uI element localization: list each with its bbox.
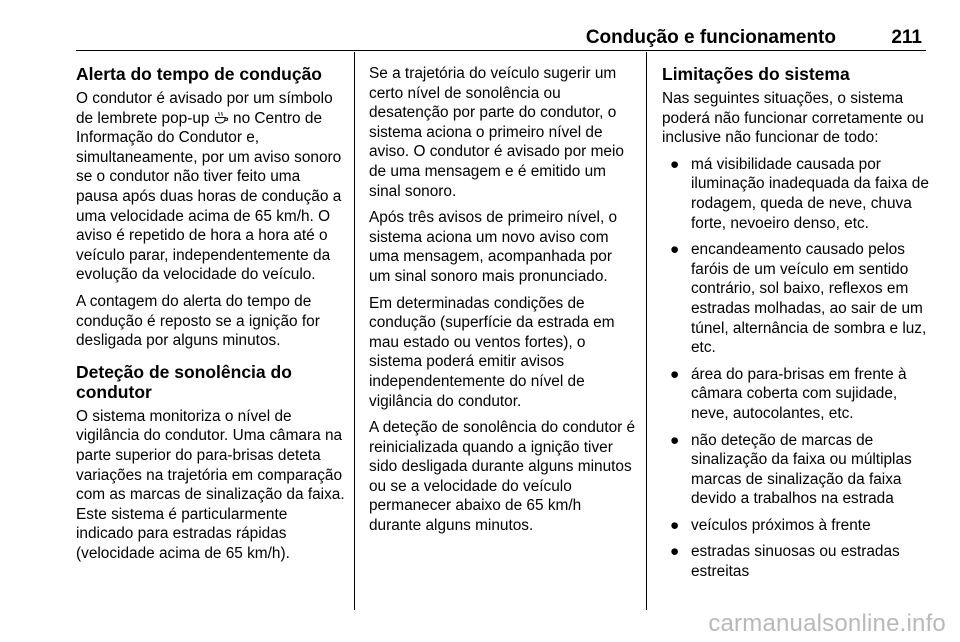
list-item-text: veículos próximos à frente	[691, 516, 871, 534]
paragraph-limitations-intro: Nas seguintes situações, o sistema poderá não funcionar corretamente ou inclusive não funcionar de todo:	[662, 90, 924, 147]
coffee-cup-icon	[214, 111, 229, 124]
paragraph-reset-conditions: A deteção de sonolência do condutor é reinicializada quando a ignição tiver sido desligada durante alguns minutos ou se a velocidade do veículo permanecer abaixo de 65 km/h durante alguns minutos.	[369, 419, 636, 535]
column-1	[76, 64, 346, 570]
list-item-text: encandeamento causado pelos faróis de um veículo em sentido contrário, sol baixo, reflexos em estradas molhadas, ao sair de um túnel, alternância de sombra e luz, etc.	[691, 241, 927, 357]
list-item	[662, 365, 930, 424]
list-item	[662, 240, 930, 358]
heading-system-limitations: Limitações do sistema	[662, 64, 850, 84]
column-3	[662, 64, 930, 589]
bullet-icon: ●	[670, 516, 680, 534]
column-2	[369, 64, 637, 543]
heading-driving-time-alert: Alerta do tempo de condução	[76, 64, 322, 84]
bullet-icon: ●	[670, 155, 680, 173]
column-divider-right	[646, 52, 647, 610]
list-item	[662, 516, 930, 536]
paragraph-alert-reset: A contagem do alerta do tempo de condução é reposto se a ignição for desligada por alguns minutos.	[76, 292, 320, 350]
list-item-text: área do para-brisas em frente à câmara coberta com sujidade, neve, autocolantes, etc.	[691, 365, 907, 422]
page-number: 211	[891, 27, 922, 48]
list-item-text: estradas sinuosas ou estradas estreitas	[691, 543, 900, 581]
column-divider-left	[354, 52, 355, 610]
paragraph-drowsiness-monitoring: O sistema monitoriza o nível de vigilância do condutor. Uma câmara na parte superior do para-brisas deteta variações na trajetória em comparação com as marcas de sinalização da faixa. Este sistema é particularmente indicado para estradas rápidas (velocidade acima de 65 km/h).	[76, 407, 345, 562]
bullet-icon: ●	[670, 365, 680, 383]
paragraph-text: O condutor é avisado por um símbolo de lembrete pop-up	[76, 90, 333, 127]
list-item-text: não deteção de marcas de sinalização da faixa ou múltiplas marcas de sinalização da faixa devido a trabalhos na estrada	[691, 431, 912, 508]
paragraph-driving-time-alert	[76, 89, 346, 285]
list-item	[662, 155, 930, 233]
paragraph-second-warning: Após três avisos de primeiro nível, o sistema aciona um novo aviso com uma mensagem, acompanhada por um sinal sonoro mais pronunciado.	[369, 209, 618, 285]
paragraph-first-warning: Se a trajetória do veículo sugerir um certo nível de sonolência ou desatenção por parte do condutor, o sistema aciona o primeiro nível de aviso. O condutor é avisado por meio de uma mensagem e é emitido um sinal sonoro.	[369, 65, 624, 200]
watermark-text: carmanualsonline.info	[708, 610, 946, 637]
bullet-icon: ●	[670, 241, 680, 259]
paragraph-text: no Centro de Informação do Condutor e, simultaneamente, por um aviso sonoro se o condutor não tiver feito uma pausa após duas horas de condução a uma velocidade acima de 65 km/h. O aviso é repetido de hora a hora até o veículo parar, independentemente da evolução da velocidade do veículo.	[76, 109, 342, 284]
paragraph-road-conditions: Em determinadas condições de condução (superfície da estrada em mau estado ou ventos fortes), o sistema poderá emitir avisos independentemente do nível de vigilância do condutor.	[369, 294, 615, 410]
heading-drowsiness-detection: Deteção de sonolência do condutor	[76, 361, 292, 402]
bullet-icon: ●	[670, 431, 680, 449]
bullet-icon: ●	[670, 543, 680, 561]
list-item-text: má visibilidade causada por iluminação inadequada da faixa de rodagem, queda de neve, chuva forte, nevoeiro denso, etc.	[691, 155, 929, 232]
list-item	[662, 431, 930, 509]
section-title: Condução e funcionamento	[585, 27, 836, 48]
limitations-list	[662, 155, 930, 582]
page-header	[76, 0, 926, 51]
list-item	[662, 542, 930, 581]
